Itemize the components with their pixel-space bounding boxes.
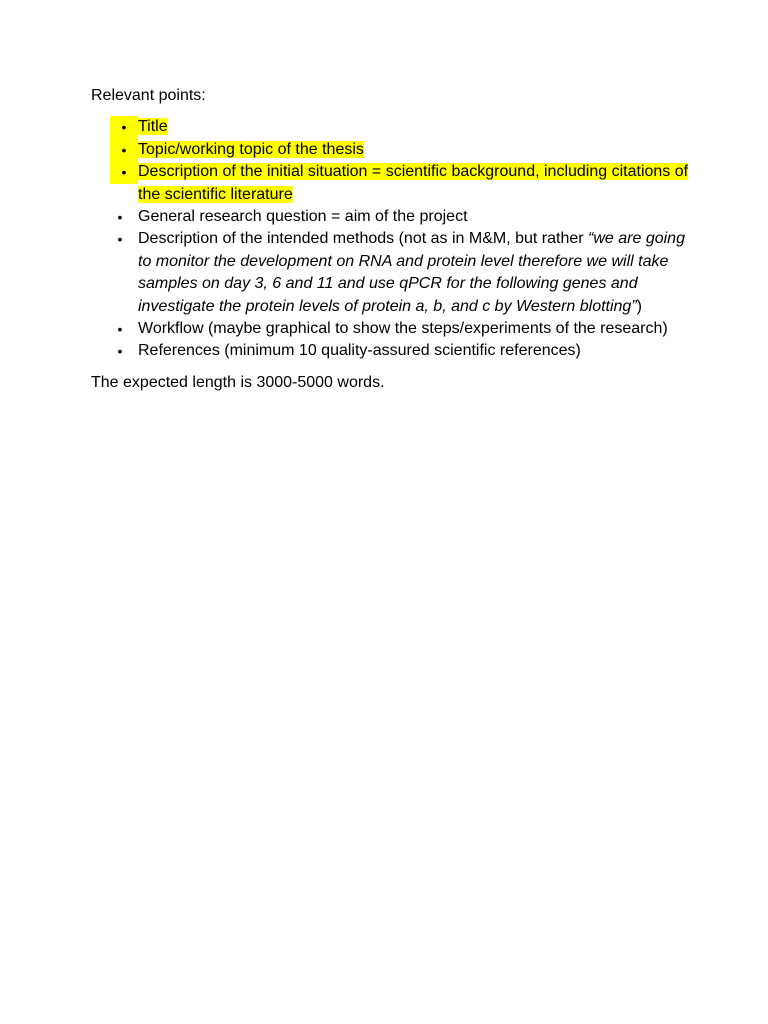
expected-length-line: The expected length is 3000-5000 words.: [91, 373, 385, 391]
list-item: [91, 318, 691, 340]
bullet-icon: •: [110, 116, 138, 138]
list-item-text: Topic/working topic of the thesis: [138, 140, 364, 158]
bullet-icon: •: [110, 161, 138, 183]
relevant-points-list: [91, 116, 691, 362]
document-body: [91, 85, 691, 394]
list-item: [91, 116, 691, 138]
bullet-icon: •: [117, 209, 123, 226]
bullet-icon: •: [117, 321, 123, 338]
list-item-text: General research question = aim of the project: [138, 208, 468, 226]
list-item-text: References (minimum 10 quality-assured scientific references): [138, 342, 581, 360]
list-item: [91, 139, 691, 161]
bullet-icon: •: [110, 139, 138, 161]
list-item: [91, 228, 691, 318]
list-item-text: Workflow (maybe graphical to show the steps/experiments of the research): [138, 320, 668, 338]
list-item-text-before: Description of the intended methods (not as in M&M, but rather: [138, 230, 589, 248]
bullet-icon: •: [117, 231, 123, 248]
list-item: [91, 206, 691, 228]
list-item-text: Description of the initial situation = scientific background, including citations of the scientific literature: [138, 163, 689, 203]
list-item: [91, 161, 691, 206]
intro-line: Relevant points:: [91, 87, 206, 104]
list-item-text-after: ): [636, 297, 642, 315]
list-item-text: Title: [138, 118, 168, 136]
methods-example-quote: “we are going to monitor the development on RNA and protein level therefore we will take samples on day 3, 6 and 11 and use qPCR for the following genes and investigate the protein levels of protein a, b, and c by Western blotting”: [138, 230, 685, 315]
list-item: [91, 340, 691, 362]
bullet-icon: •: [117, 343, 123, 360]
